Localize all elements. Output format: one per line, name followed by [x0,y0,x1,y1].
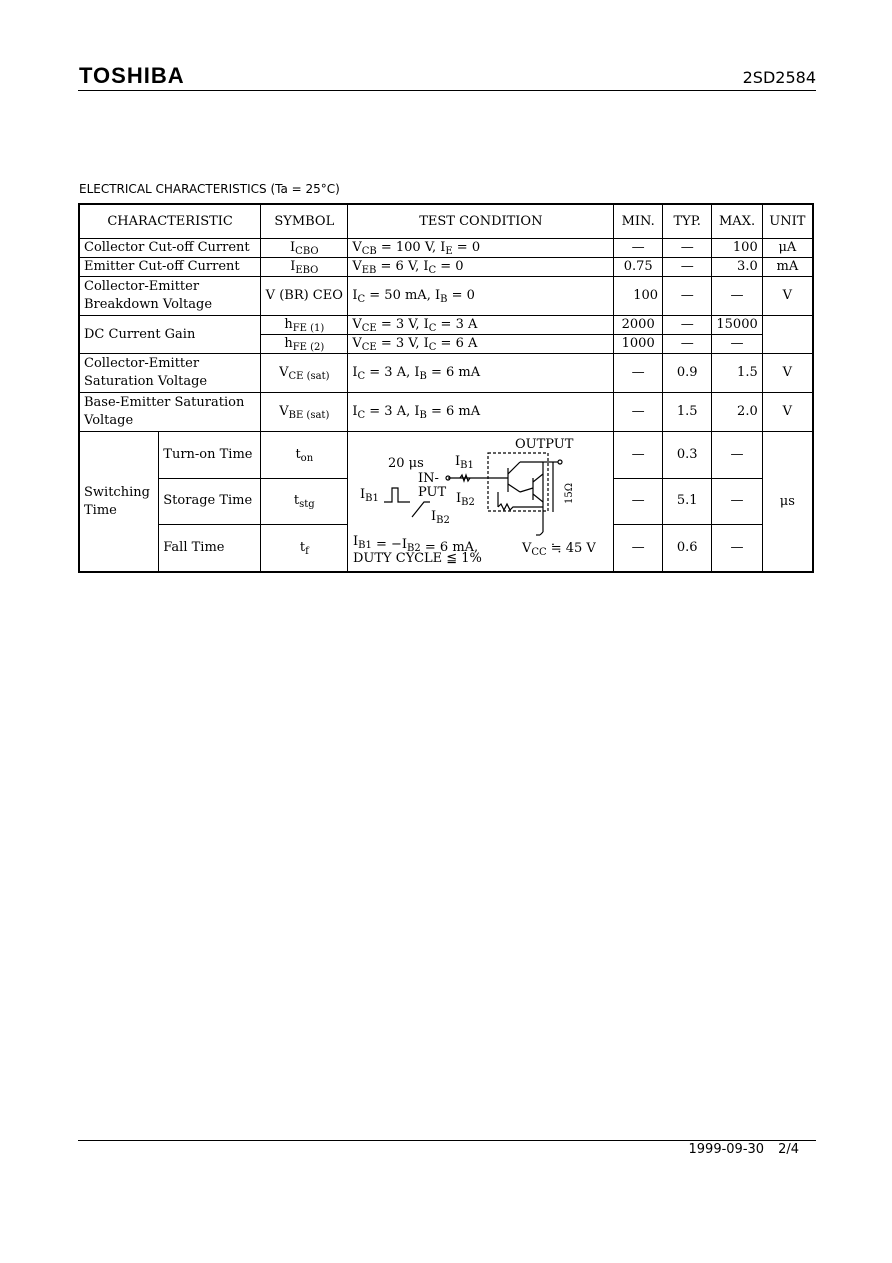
table-row [79,258,813,277]
circuit-input2: PUT [418,485,447,500]
row-typ: 5.1 [663,478,712,525]
test-circuit-diagram [348,432,613,571]
header-rule [78,90,816,91]
row-condition: $V_{CE} = 3$ V, $I_C = 3$ A [348,316,614,335]
circuit-vcc: $V_{CC}$ ≒ 45 V [522,541,597,558]
circuit-ib1-left: $I_{B1}$ [360,487,380,504]
row-typ: 0.6 [663,525,712,572]
row-unit: V [762,393,813,432]
row-typ: 0.3 [663,432,712,479]
row-name: Storage Time [159,478,261,525]
row-typ: — [663,239,712,258]
col-min: MIN. [614,204,663,239]
footer [675,1142,799,1157]
row-typ: 0.9 [663,354,712,393]
row-max: — [712,478,762,525]
row-max: — [712,525,762,572]
circuit-output-label: OUTPUT [515,437,574,452]
row-condition: $I_C = 3$ A, $I_B = 6$ mA [348,393,614,432]
row-max: 3.0 [712,258,762,277]
row-symbol: $I_{CBO}$ [261,239,348,258]
row-name: Fall Time [159,525,261,572]
row-unit: V [762,354,813,393]
row-condition: $V_{CB} = 100$ V, $I_E = 0$ [348,239,614,258]
row-min: 1000 [614,335,663,354]
row-max: — [712,335,762,354]
circuit-pulse-width: 20 μs [388,456,425,471]
row-typ: — [663,258,712,277]
circuit-note-2: DUTY CYCLE ≦ 1% [353,551,483,566]
row-min: — [614,354,663,393]
table-row [79,432,813,479]
row-min: 0.75 [614,258,663,277]
row-symbol: $t_f$ [261,525,348,572]
table-row [79,277,813,316]
table-row [79,393,813,432]
row-symbol: V (BR) CEO [261,277,348,316]
row-max: 1.5 [712,354,762,393]
table-header-row [79,204,813,239]
row-unit: μA [762,239,813,258]
row-symbol: $t_{on}$ [261,432,348,479]
row-unit [762,316,813,354]
col-unit: UNIT [762,204,813,239]
row-condition: $I_C = 3$ A, $I_B = 6$ mA [348,354,614,393]
row-min: — [614,525,663,572]
row-typ: 1.5 [663,393,712,432]
row-min: 100 [614,277,663,316]
input-pulse-waveform [384,488,410,502]
col-test-condition: TEST CONDITION [348,204,614,239]
row-min: — [614,478,663,525]
row-max: 15000 [712,316,762,335]
col-symbol: SYMBOL [261,204,348,239]
col-typ: TYP. [663,204,712,239]
col-characteristic: CHARACTERISTIC [79,204,261,239]
row-max: 100 [712,239,762,258]
footer-page: 2/4 [778,1142,799,1157]
circuit-ib2-right: $I_{B2}$ [456,491,476,508]
row-name: Collector-Emitter Saturation Voltage [79,354,261,393]
row-name: Base-Emitter Saturation Voltage [79,393,261,432]
ib2-waveform [412,502,430,517]
row-name: Turn-on Time [159,432,261,479]
row-unit: μs [762,432,813,573]
col-max: MAX. [712,204,762,239]
row-max: 2.0 [712,393,762,432]
switching-test-circuit [348,432,614,573]
row-symbol: $h_{FE (2)}$ [261,335,348,354]
section-title: ELECTRICAL CHARACTERISTICS (Ta = 25°C) [79,182,340,196]
row-min: — [614,393,663,432]
brand-logo: TOSHIBA [79,63,185,88]
table-row [79,354,813,393]
row-name: Collector-Emitter Breakdown Voltage [79,277,261,316]
circuit-ib2-bottom: $I_{B2}$ [431,509,451,526]
circuit-resistor-label: 15Ω [564,482,576,504]
row-name: DC Current Gain [79,316,261,354]
row-name: Emitter Cut-off Current [79,258,261,277]
row-unit: mA [762,258,813,277]
row-symbol: $h_{FE (1)}$ [261,316,348,335]
table-row [79,316,813,335]
row-max: — [712,432,762,479]
row-symbol: $V_{CE (sat)}$ [261,354,348,393]
row-min: 2000 [614,316,663,335]
row-max: — [712,277,762,316]
part-number: 2SD2584 [742,68,816,87]
row-symbol: $I_{EBO}$ [261,258,348,277]
emitter-resistor [498,504,520,510]
row-min: — [614,239,663,258]
row-symbol: $V_{BE (sat)}$ [261,393,348,432]
circuit-note-1: $I_{B1} = -I_{B2} = 6$ mA, [353,534,479,555]
row-typ: — [663,335,712,354]
row-condition: $V_{EB} = 6$ V, $I_C = 0$ [348,258,614,277]
row-unit: V [762,277,813,316]
circuit-ib1-top: $I_{B1}$ [455,454,475,471]
row-typ: — [663,277,712,316]
table-row [79,239,813,258]
row-min: — [614,432,663,479]
row-condition: $V_{CE} = 3$ V, $I_C = 6$ A [348,335,614,354]
row-symbol: $t_{stg}$ [261,478,348,525]
circuit-input1: IN- [418,471,440,486]
row-condition: $I_C = 50$ mA, $I_B = 0$ [348,277,614,316]
footer-rule [78,1140,816,1141]
electrical-characteristics-table [78,203,814,573]
footer-date: 1999-09-30 [688,1142,765,1157]
row-typ: — [663,316,712,335]
switching-group-label: Switching Time [79,432,159,573]
row-name: Collector Cut-off Current [79,239,261,258]
